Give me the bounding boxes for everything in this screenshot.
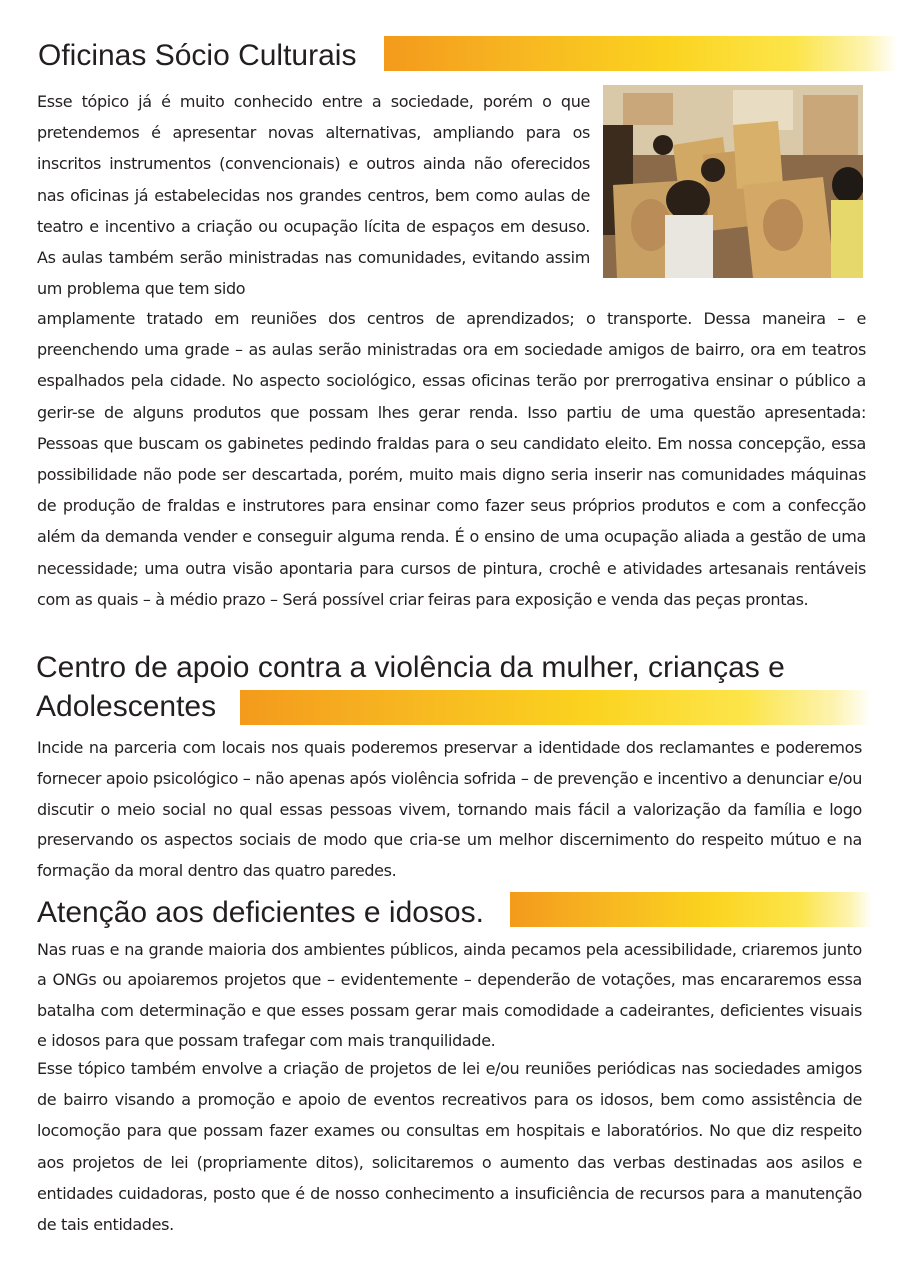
heading-accent-bar <box>510 892 872 927</box>
atencao-body-paragraph-1: Nas ruas e na grande maioria dos ambientes públicos, ainda pecamos pela acessibilidade, criaremos junto a ONGs ou apoiaremos projetos que – evidentemente – dependerão de votações, mas encararemos essa batalha com determinação e que esses possam gerar mais comodidade a cadeirantes, deficientes visuais e idosos para que possam trafegar com mais tranquilidade. <box>37 940 862 1051</box>
workshop-photo <box>603 85 863 278</box>
section-title-oficinas: Oficinas Sócio Culturais <box>38 39 357 72</box>
oficinas-intro-paragraph: Esse tópico já é muito conhecido entre a sociedade, porém o que pretendemos é apresentar novas alternativas, ampliando para os inscritos instrumentos (convencionais) e outros ainda não oferecidos nas oficinas já estabelecidas nos grandes centros, bem como aulas de teatro e incentivo a criação ou ocupação lícita de espaços em desuso. As aulas também serão ministradas nas comunidades, evitando assim um problema que tem sido <box>37 92 590 299</box>
centro-body-paragraph: Incide na parceria com locais nos quais poderemos preservar a identidade dos reclamantes e poderemos fornecer apoio psicológico – não apenas após violência sofrida – de prevenção e incentivo a denunciar e/ou discutir o meio social no qual essas pessoas vivem, tornando mais fácil a valorização da família e logo preservando os aspectos sociais de modo que cria-se um melhor discernimento do respeito mútuo e na formação da moral dentro das quatro paredes. <box>37 738 862 881</box>
section-title-centro-line1: Centro de apoio contra a violência da mulher, crianças e <box>36 651 785 684</box>
heading-accent-bar <box>240 690 872 725</box>
atencao-body-paragraph-2: Esse tópico também envolve a criação de projetos de lei e/ou reuniões periódicas nas sociedades amigos de bairro visando a promoção e apoio de eventos recreativos para os idosos, bem como assistência de locomoção para que possam fazer exames ou consultas em hospitais e laboratórios. No que diz respeito aos projetos de lei (propriamente ditos), solicitaremos o aumento das verbas destinadas aos asilos e entidades cuidadoras, posto que é de nosso conhecimento a insuficiência de recursos para a manutenção de tais entidades. <box>37 1059 862 1235</box>
section-title-centro-line2: Adolescentes <box>36 690 217 723</box>
heading-accent-bar <box>384 36 897 71</box>
oficinas-body-paragraph: amplamente tratado em reuniões dos centros de aprendizados; o transporte. Dessa maneira – e preenchendo uma grade – as aulas serão ministradas ora em sociedade amigos de bairro, ora em teatros espalhados pela cidade. No aspecto sociológico, essas oficinas terão por prerrogativa ensinar o público a gerir-se de alguns produtos que possam lhes gerar renda. Isso partiu de uma questão apresentada: Pessoas que buscam os gabinetes pedindo fraldas para o seu candidato eleito. Em nossa concepção, essa possibilidade não pode ser descartada, porém, muito mais digno seria inserir nas comunidades máquinas de produção de fraldas e instrutores para ensinar como fazer seus próprios produtos e com a confecção além da demanda vender e conseguir alguma renda. É o ensino de uma ocupação aliada a gestão de uma necessidade; uma outra visão apontaria para cursos de pintura, crochê e atividades artesanais rentáveis com as quais – à médio prazo – Será possível criar feiras para exposição e venda das peças prontas. <box>37 309 866 609</box>
section-title-atencao: Atenção aos deficientes e idosos. <box>37 896 484 929</box>
